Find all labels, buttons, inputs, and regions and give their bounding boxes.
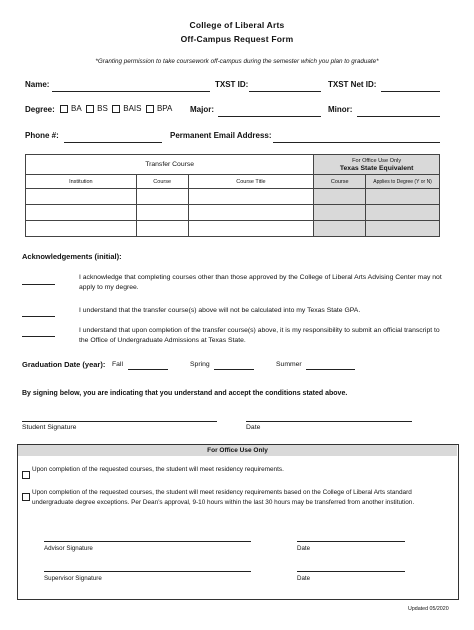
initial-field-1[interactable]: [22, 284, 55, 285]
spring-field[interactable]: [214, 369, 254, 370]
phone-label: Phone #:: [25, 131, 59, 140]
degree-options: [60, 104, 172, 113]
acknowledgement-1: I acknowledge that completing courses other than those approved by the College of Liberal Arts Advising Center may not apply to my degree.: [79, 274, 442, 291]
txst-course-cell[interactable]: [314, 205, 366, 221]
degree-bais-checkbox[interactable]: BAIS: [112, 104, 141, 113]
minor-field[interactable]: [357, 116, 440, 117]
phone-field[interactable]: [64, 142, 162, 143]
office-use-header: For Office Use Only Texas State Equivalent: [314, 155, 440, 175]
degree-bpa-checkbox[interactable]: BPA: [146, 104, 172, 113]
student-signature-label: Student Signature: [22, 424, 77, 431]
applies-cell[interactable]: [366, 221, 440, 237]
txst-course-cell[interactable]: [314, 189, 366, 205]
course-column-header: Course: [136, 175, 188, 189]
advisor-signature-field[interactable]: [44, 541, 251, 542]
minor-label: Minor:: [328, 105, 353, 114]
table-row: [26, 205, 440, 221]
table-row: [26, 189, 440, 205]
signing-statement: By signing below, you are indicating that you understand and accept the conditions stated above.: [22, 390, 348, 397]
acknowledgement-3: I understand that upon completion of the transfer course(s) above, it is my responsibility to submit an official transcript to the Office of Undergraduate Admissions at Texas State.: [79, 327, 440, 344]
summer-label: Summer: [276, 361, 302, 368]
course-cell[interactable]: [136, 221, 188, 237]
transfer-course-table: [25, 154, 440, 237]
name-field[interactable]: [52, 91, 210, 92]
email-field[interactable]: [273, 142, 440, 143]
txst-id-label: TXST ID:: [215, 80, 249, 89]
applies-column-header: Applies to Degree (Y or N): [366, 175, 440, 189]
applies-cell[interactable]: [366, 189, 440, 205]
institution-cell[interactable]: [26, 221, 137, 237]
course-title-cell[interactable]: [188, 205, 314, 221]
major-field[interactable]: [218, 116, 321, 117]
initial-field-3[interactable]: [22, 336, 55, 337]
txst-course-column-header: Course: [314, 175, 366, 189]
fall-field[interactable]: [128, 369, 168, 370]
supervisor-signature-field[interactable]: [44, 571, 251, 572]
txst-net-id-field[interactable]: [381, 91, 440, 92]
spring-label: Spring: [190, 361, 210, 368]
course-title-cell[interactable]: [188, 189, 314, 205]
transfer-course-header: Transfer Course: [26, 155, 314, 175]
advisor-date-label: Date: [297, 545, 311, 552]
table-row: [26, 221, 440, 237]
student-date-field[interactable]: [246, 421, 412, 422]
initial-field-2[interactable]: [22, 316, 55, 317]
txst-id-field[interactable]: [249, 91, 321, 92]
residency-option-1: Upon completion of the requested courses, the student will meet residency requirements.: [32, 466, 284, 473]
supervisor-date-field[interactable]: [297, 571, 405, 572]
institution-column-header: Institution: [26, 175, 137, 189]
advisor-date-field[interactable]: [297, 541, 405, 542]
course-cell[interactable]: [136, 189, 188, 205]
degree-ba-checkbox[interactable]: BA: [60, 104, 82, 113]
fall-label: Fall: [112, 361, 123, 368]
supervisor-date-label: Date: [297, 575, 311, 582]
graduation-label: Graduation Date (year):: [22, 360, 106, 369]
major-label: Major:: [190, 105, 214, 114]
form-title: College of Liberal Arts: [189, 20, 285, 30]
institution-cell[interactable]: [26, 205, 137, 221]
acknowledgements-heading: Acknowledgements (initial):: [22, 252, 122, 261]
form-subtitle: Off-Campus Request Form: [180, 34, 294, 44]
supervisor-signature-label: Supervisor Signature: [44, 575, 102, 582]
acknowledgement-2: I understand that the transfer course(s) above will not be calculated into my Texas State GPA.: [79, 307, 361, 314]
degree-label: Degree:: [25, 105, 55, 114]
office-use-heading: For Office Use Only: [18, 445, 457, 456]
advisor-signature-label: Advisor Signature: [44, 545, 93, 552]
student-signature-field[interactable]: [22, 421, 217, 422]
updated-date: Updated 05/2020: [408, 606, 449, 612]
txst-course-cell[interactable]: [314, 221, 366, 237]
applies-cell[interactable]: [366, 205, 440, 221]
equivalent-header: Texas State Equivalent: [339, 164, 414, 172]
degree-bs-checkbox[interactable]: BS: [86, 104, 108, 113]
institution-cell[interactable]: [26, 189, 137, 205]
form-note: *Granting permission to take coursework off-campus during the semester which you plan to graduate*: [95, 58, 379, 65]
summer-field[interactable]: [306, 369, 355, 370]
course-title-cell[interactable]: [188, 221, 314, 237]
name-label: Name:: [25, 80, 50, 89]
course-cell[interactable]: [136, 205, 188, 221]
txst-net-id-label: TXST Net ID:: [328, 80, 377, 89]
course-title-column-header: Course Title: [188, 175, 314, 189]
residency-option-2: Upon completion of the requested courses, the student will meet residency requirements based on the College of Liberal Arts standard undergraduate degree exceptions. Per Dean’s approval, 9-10 hours within the last 30 hours may be transferred from another institution.: [32, 489, 415, 506]
email-label: Permanent Email Address:: [170, 131, 272, 140]
student-date-label: Date: [246, 424, 261, 431]
